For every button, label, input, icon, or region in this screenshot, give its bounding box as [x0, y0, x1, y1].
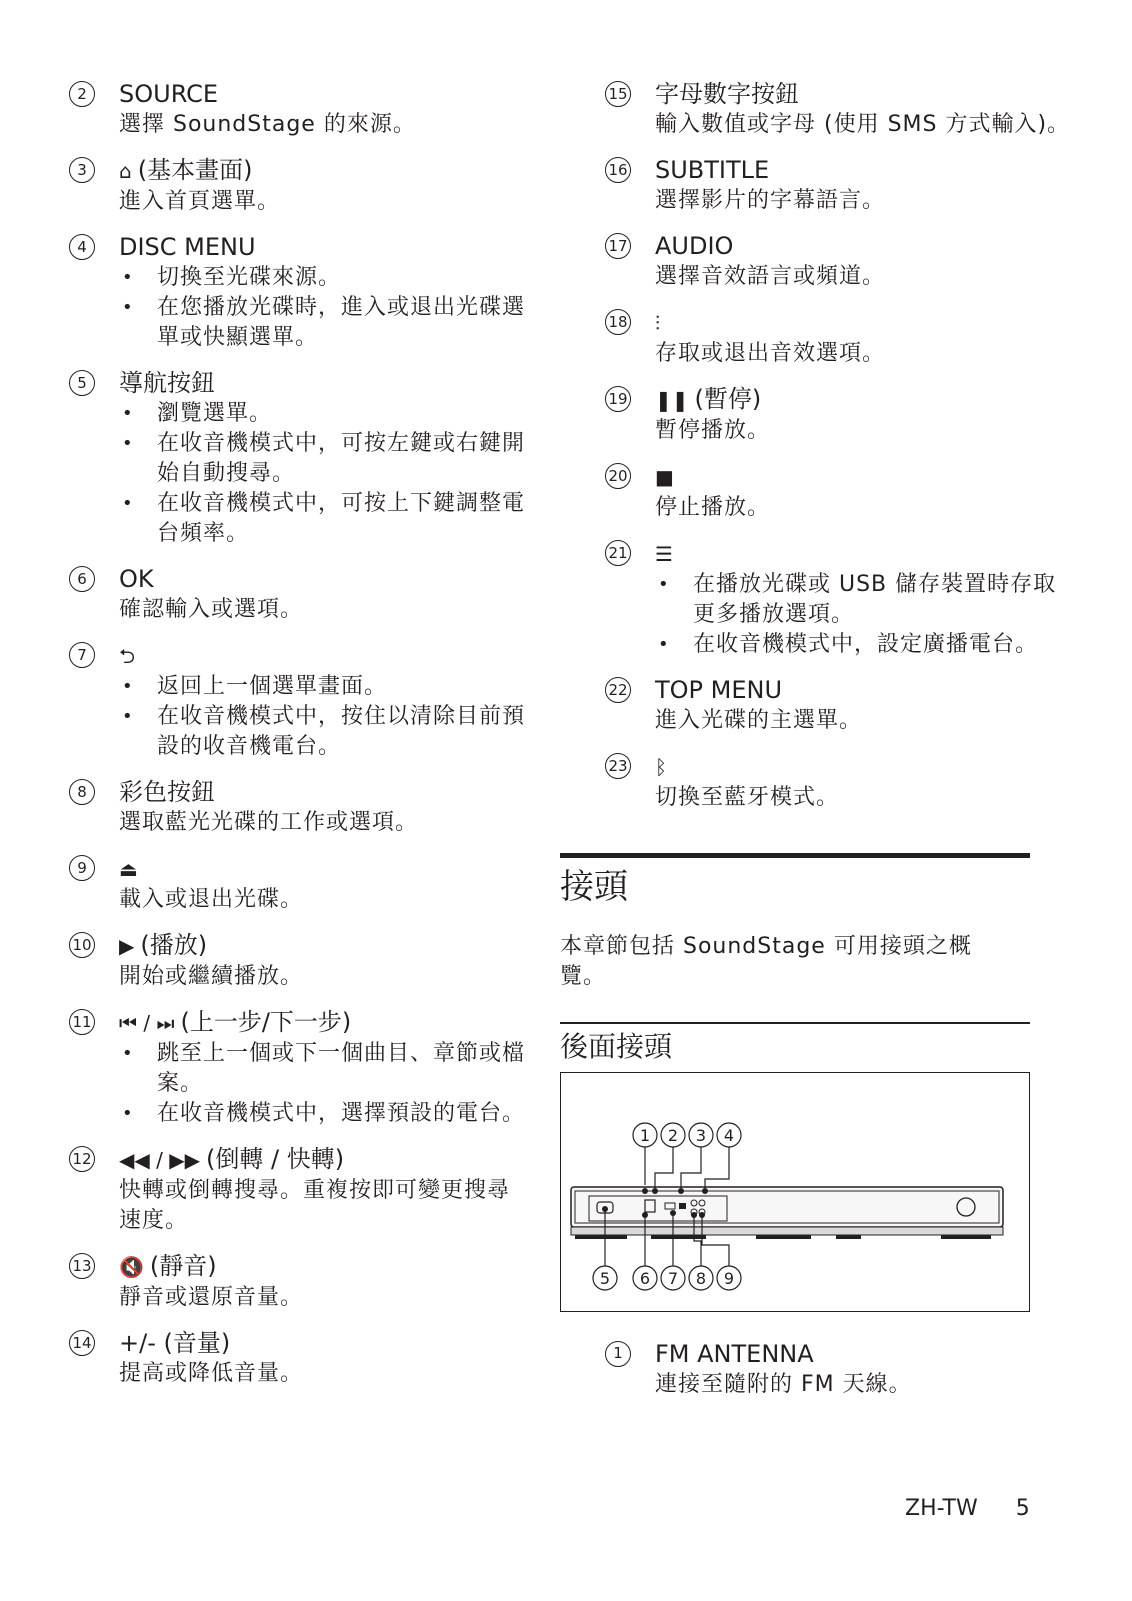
connector-item-fm-antenna: [605, 1338, 1075, 1400]
item-desc: 載入或退出光碟。: [119, 887, 304, 912]
item-title: [119, 639, 529, 672]
item-number: 1: [605, 1341, 631, 1367]
remote-item-18: [605, 306, 1075, 369]
item-title: [119, 1327, 529, 1359]
bullet-item: • 返回上一個選單畫面。: [119, 672, 529, 702]
item-desc: 靜音或還原音量。: [119, 1285, 304, 1310]
bullet-item: • 跳至上一個或下一個曲目、章節或檔案。: [119, 1039, 529, 1099]
sound-settings-icon: ⫶: [655, 311, 660, 335]
item-number: 19: [605, 386, 631, 412]
remote-item-23: [605, 750, 1075, 813]
item-title: [655, 460, 1075, 493]
item-title: [655, 154, 1075, 186]
item-title: [655, 537, 1075, 570]
item-title: [655, 230, 1075, 262]
item-desc: 快轉或倒轉搜尋。重複按即可變更搜尋速度。: [119, 1178, 511, 1233]
remote-item-15: [605, 78, 1075, 140]
bullet-list: [119, 1039, 529, 1129]
play-icon: ▶: [119, 934, 135, 958]
item-title: [655, 674, 1075, 706]
item-title-text: OK: [119, 565, 154, 593]
item-title: [119, 1006, 529, 1039]
remote-item-9: [69, 852, 529, 915]
item-title: [119, 929, 529, 962]
item-desc: 連接至隨附的 FM 天線。: [655, 1371, 912, 1397]
item-number: 13: [69, 1253, 95, 1279]
item-title-text: (倒轉 / 快轉): [205, 1145, 345, 1173]
item-number: 9: [69, 855, 95, 881]
remote-item-5: [69, 367, 529, 549]
item-number: 11: [69, 1009, 95, 1035]
eject-icon: ⏏: [119, 857, 138, 881]
fig-label-7: 7: [667, 1268, 679, 1288]
bullet-item: • 在收音機模式中，可按左鍵或右鍵開始自動搜尋。: [119, 429, 529, 489]
item-title-text: (播放): [140, 931, 208, 959]
item-desc: 確認輸入或選項。: [119, 597, 304, 622]
remote-item-7: [69, 639, 529, 762]
remote-item-6: [69, 563, 529, 625]
fig-label-9: 9: [723, 1268, 735, 1288]
remote-items-right: [605, 78, 1075, 813]
subsection-rule: [560, 1022, 1030, 1024]
item-number: 3: [69, 157, 95, 183]
item-number: 17: [605, 233, 631, 259]
fig-label-2: 2: [667, 1125, 679, 1145]
remote-item-14: [69, 1327, 529, 1389]
bullet-list: [655, 570, 1075, 660]
item-title-text: 字母數字按鈕: [655, 80, 799, 108]
item-desc: 選擇 SoundStage 的來源。: [119, 112, 416, 137]
subsection-title: 後面接頭: [560, 1029, 673, 1063]
fig-label-1: 1: [639, 1125, 651, 1145]
bluetooth-icon: ᛒ: [655, 755, 667, 779]
stop-icon: ■: [655, 465, 674, 489]
item-title: [119, 1143, 529, 1176]
item-desc: 選取藍光光碟的工作或選項。: [119, 810, 419, 835]
item-number: 16: [605, 157, 631, 183]
right-column: [560, 78, 1075, 1414]
item-desc: 輸入數值或字母 (使用 SMS 方式輸入)。: [655, 112, 1071, 137]
item-number: 10: [69, 932, 95, 958]
item-desc: 暫停播放。: [655, 418, 771, 443]
item-desc: 進入首頁選單。: [119, 189, 281, 214]
fig-label-4: 4: [723, 1125, 735, 1145]
item-number: 2: [69, 81, 95, 107]
section-rule: [560, 853, 1030, 858]
remote-item-4: [69, 231, 529, 353]
item-title: [119, 1250, 529, 1283]
bullet-list: [119, 399, 529, 549]
item-desc: 切換至藍牙模式。: [655, 785, 840, 810]
item-title: [655, 750, 1075, 783]
remote-item-12: [69, 1143, 529, 1236]
bullet-item: • 在收音機模式中，可按上下鍵調整電台頻率。: [119, 489, 529, 549]
item-title: [655, 78, 1075, 110]
options-icon: ☰: [655, 542, 673, 566]
fig-label-3: 3: [695, 1125, 707, 1145]
section-intro: 本章節包括 SoundStage 可用接頭之概覽。: [560, 934, 972, 989]
item-title-text: DISC MENU: [119, 233, 256, 261]
remote-item-17: [605, 230, 1075, 292]
remote-item-11: [69, 1006, 529, 1129]
item-desc: 選擇音效語言或頻道。: [655, 264, 886, 289]
fig-label-6: 6: [639, 1268, 651, 1288]
item-title: [119, 563, 529, 595]
item-number: 14: [69, 1330, 95, 1356]
item-number: 22: [605, 677, 631, 703]
item-title: [655, 383, 1075, 416]
page-number: 5: [1015, 1496, 1030, 1521]
remote-item-22: [605, 674, 1075, 736]
bullet-list: [119, 672, 529, 762]
rewind-forward-icon: ◀◀ / ▶▶: [119, 1148, 200, 1172]
bullet-item: • 在播放光碟或 USB 儲存裝置時存取更多播放選項。: [655, 570, 1075, 630]
item-title-text: TOP MENU: [655, 676, 783, 704]
item-title: [119, 78, 529, 110]
remote-item-21: [605, 537, 1075, 660]
item-title: [119, 231, 529, 263]
item-title-text: (暫停): [694, 385, 762, 413]
item-title: [119, 154, 529, 187]
page-footer: [905, 1496, 1030, 1522]
item-desc: 停止播放。: [655, 495, 771, 520]
fig-label-8: 8: [695, 1268, 707, 1288]
item-number: 7: [69, 642, 95, 668]
bullet-item: • 在收音機模式中，選擇預設的電台。: [119, 1099, 529, 1129]
bullet-item: • 瀏覽選單。: [119, 399, 529, 429]
bullet-item: • 在收音機模式中，按住以清除目前預設的收音機電台。: [119, 702, 529, 762]
rear-connectors-diagram: [560, 1072, 1030, 1312]
item-desc: 提高或降低音量。: [119, 1361, 304, 1386]
left-column: [69, 78, 529, 1403]
remote-item-19: [605, 383, 1075, 446]
item-title-text: (基本畫面): [137, 156, 253, 184]
item-title: [119, 852, 529, 885]
item-title-text: SOURCE: [119, 80, 219, 108]
bullet-item: • 切換至光碟來源。: [119, 263, 529, 293]
item-number: 23: [605, 753, 631, 779]
section-title: 接頭: [560, 867, 628, 907]
item-number: 4: [69, 234, 95, 260]
item-desc: 開始或繼續播放。: [119, 964, 304, 989]
bullet-list: [119, 263, 529, 353]
prev-next-icon: ⏮ / ⏭: [119, 1011, 175, 1035]
remote-item-8: [69, 776, 529, 838]
remote-item-13: [69, 1250, 529, 1313]
remote-item-16: [605, 154, 1075, 216]
item-title: FM ANTENNA: [655, 1339, 814, 1368]
item-title-text: AUDIO: [655, 232, 734, 260]
item-desc: 選擇影片的字幕語言。: [655, 188, 886, 213]
item-title-text: 彩色按鈕: [119, 778, 215, 806]
item-number: 6: [69, 566, 95, 592]
remote-item-2: [69, 78, 529, 140]
item-number: 21: [605, 540, 631, 566]
item-title: [655, 306, 1075, 339]
item-number: 18: [605, 309, 631, 335]
item-desc: 存取或退出音效選項。: [655, 341, 886, 366]
bullet-item: • 在收音機模式中，設定廣播電台。: [655, 630, 1075, 660]
item-title-text: +/- (音量): [119, 1329, 231, 1357]
item-number: 8: [69, 779, 95, 805]
home-icon: ⌂: [119, 159, 132, 183]
remote-item-3: [69, 154, 529, 217]
item-number: 20: [605, 463, 631, 489]
mute-icon: 🔇: [119, 1255, 144, 1279]
item-title: [119, 776, 529, 808]
pause-icon: ❚❚: [655, 388, 689, 412]
remote-item-20: [605, 460, 1075, 523]
item-title: [119, 367, 529, 399]
item-number: 15: [605, 81, 631, 107]
item-number: 12: [69, 1146, 95, 1172]
bullet-item: • 在您播放光碟時，進入或退出光碟選單或快顯選單。: [119, 293, 529, 353]
remote-item-10: [69, 929, 529, 992]
item-title-text: 導航按鈕: [119, 369, 215, 397]
footer-language: ZH-TW: [905, 1496, 978, 1521]
back-icon: ⮌: [119, 644, 136, 668]
item-title-text: (上一步/下一步): [180, 1008, 352, 1036]
item-number: 5: [69, 370, 95, 396]
item-title-text: SUBTITLE: [655, 156, 770, 184]
fig-label-5: 5: [599, 1268, 611, 1288]
item-title-text: (靜音): [149, 1252, 217, 1280]
item-desc: 進入光碟的主選單。: [655, 708, 863, 733]
